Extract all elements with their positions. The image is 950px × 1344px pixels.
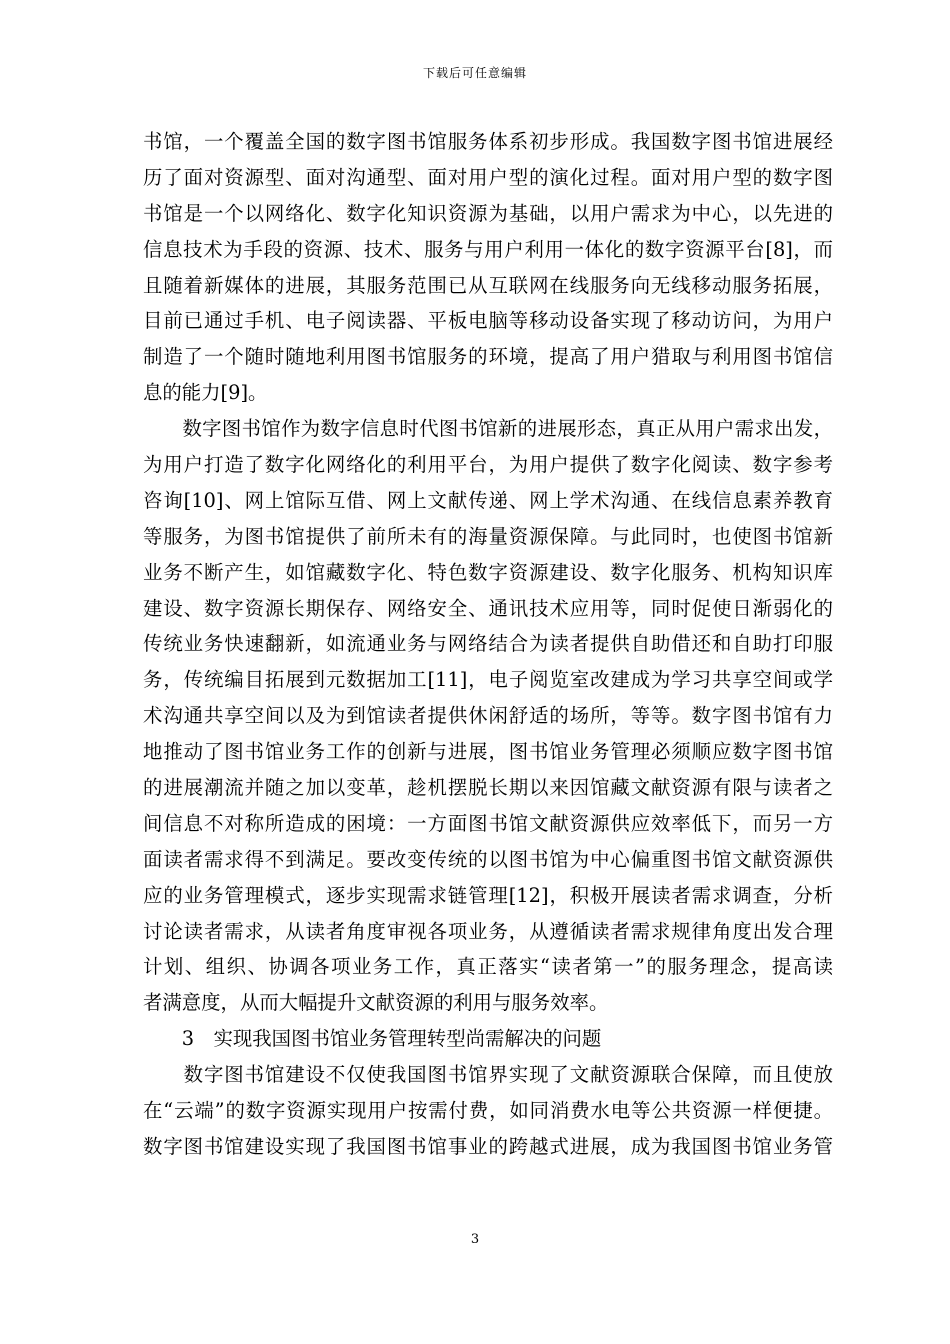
text-line: 间信息不对称所造成的困境：一方面图书馆文献资源供应效率低下，而另一方 (143, 811, 833, 835)
text-line: 面读者需求得不到满足。要改变传统的以图书馆为中心偏重图书馆文献资源供 (143, 847, 833, 871)
text-line: 计划、组织、协调各项业务工作，真正落实“读者第一”的服务理念，提高读 (143, 955, 833, 979)
text-line: 地推动了图书馆业务工作的创新与进展，图书馆业务管理必须顺应数字图书馆 (143, 740, 833, 764)
section-heading: 3 实现我国图书馆业务管理转型尚需解决的问题 (143, 1027, 602, 1051)
text-line: 信息技术为手段的资源、技术、服务与用户利用一体化的数字资源平台[8]，而 (143, 237, 833, 261)
text-line: 历了面对资源型、面对沟通型、面对用户型的演化过程。面对用户型的数字图 (143, 165, 833, 189)
text-line: 且随着新媒体的进展，其服务范围已从互联网在线服务向无线移动服务拓展， (143, 273, 833, 297)
page-number: 3 (470, 1232, 480, 1247)
text-line: 书馆是一个以网络化、数字化知识资源为基础，以用户需求为中心，以先进的 (143, 201, 833, 225)
text-line: 目前已通过手机、电子阅读器、平板电脑等移动设备实现了移动访问，为用户 (143, 309, 833, 333)
text-line: 讨论读者需求，从读者角度审视各项业务，从遵循读者需求规律角度出发合理 (143, 919, 833, 943)
text-line: 息的能力[9]。 (143, 381, 268, 405)
text-line: 的进展潮流并随之加以变革，趁机摆脱长期以来因馆藏文献资源有限与读者之 (143, 776, 833, 800)
text-line: 务，传统编目拓展到元数据加工[11]，电子阅览室改建成为学习共享空间或学 (143, 668, 833, 692)
text-line: 传统业务快速翻新，如流通业务与网络结合为读者提供自助借还和自助打印服 (143, 632, 833, 656)
page-header: 下载后可任意编辑 (422, 66, 527, 80)
text-line: 书馆，一个覆盖全国的数字图书馆服务体系初步形成。我国数字图书馆进展经 (143, 130, 833, 153)
text-line: 在“云端”的数字资源实现用户按需付费，如同消费水电等公共资源一样便捷。 (143, 1099, 833, 1123)
text-line: 者满意度，从而大幅提升文献资源的利用与服务效率。 (143, 991, 609, 1015)
body-text (143, 124, 833, 1165)
text-line: 咨询[10]、网上馆际互借、网上文献传递、网上学术沟通、在线信息素养教育 (143, 488, 833, 512)
text-line: 等服务，为图书馆提供了前所未有的海量资源保障。与此同时，也使图书馆新 (143, 524, 833, 548)
text-line: 制造了一个随时随地利用图书馆服务的环境，提高了用户猎取与利用图书馆信 (143, 345, 833, 369)
text-line: 术沟通共享空间以及为到馆读者提供休闲舒适的场所，等等。数字图书馆有力 (143, 704, 833, 728)
text-line: 数字图书馆作为数字信息时代图书馆新的进展形态，真正从用户需求出发， (143, 417, 833, 441)
text-line: 应的业务管理模式，逐步实现需求链管理[12]，积极开展读者需求调查，分析 (143, 883, 833, 907)
text-line: 业务不断产生，如馆藏数字化、特色数字资源建设、数字化服务、机构知识库 (143, 560, 833, 584)
text-line: 数字图书馆建设不仅使我国图书馆界实现了文献资源联合保障，而且使放 (143, 1063, 833, 1087)
text-line: 数字图书馆建设实现了我国图书馆事业的跨越式进展，成为我国图书馆业务管 (143, 1134, 833, 1158)
text-line: 为用户打造了数字化网络化的利用平台，为用户提供了数字化阅读、数字参考 (143, 453, 833, 477)
text-line: 建设、数字资源长期保存、网络安全、通讯技术应用等，同时促使日渐弱化的 (143, 596, 833, 620)
